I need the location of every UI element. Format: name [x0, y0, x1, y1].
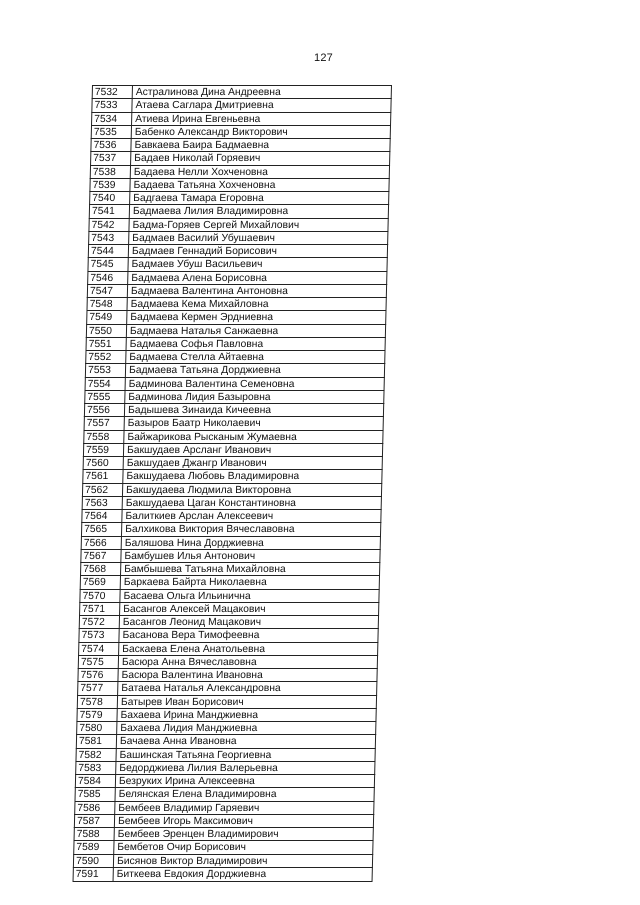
row-full-name: Биткеева Евдокия Дорджиевна [116, 868, 267, 880]
table-row [73, 840, 373, 854]
table-row [88, 231, 388, 245]
table-row [76, 708, 376, 722]
row-number: 7553 [86, 364, 126, 377]
table-row [86, 337, 386, 351]
table-row [74, 827, 374, 841]
table-row [87, 271, 387, 285]
table-row [85, 350, 385, 364]
table-row [86, 297, 386, 311]
row-full-name: Батаева Наталья Александровна [121, 683, 281, 695]
names-table [0, 85, 640, 885]
table-row [79, 589, 379, 603]
table-row [89, 204, 389, 218]
table-row [74, 814, 374, 828]
row-number: 7546 [88, 272, 128, 285]
row-full-name: Атаева Саглара Дмитриевна [135, 100, 274, 112]
row-number: 7545 [88, 258, 128, 271]
row-full-name: Бембетов Очир Борисович [117, 842, 247, 854]
table-row [77, 695, 377, 709]
row-full-name: Басангов Леонид Мацакович [122, 617, 262, 628]
table-row [80, 562, 380, 576]
row-number: 7539 [90, 179, 130, 192]
row-full-name: Бадгаева Тамара Егоровна [133, 193, 264, 204]
row-full-name: Базыров Баатр Николаевич [127, 418, 261, 430]
row-number: 7570 [80, 590, 120, 603]
row-number: 7543 [89, 232, 129, 245]
row-number: 7584 [76, 775, 116, 788]
table-row [91, 98, 391, 112]
row-number: 7589 [74, 841, 114, 854]
table-row [82, 469, 382, 483]
row-number: 7578 [78, 696, 118, 709]
table-row [74, 787, 374, 801]
row-number: 7567 [81, 550, 121, 563]
row-full-name: Бадминова Валентина Семеновна [128, 378, 295, 390]
table-row [82, 496, 382, 510]
row-full-name: Бакшудаева Цаган Константиновна [125, 497, 297, 509]
row-full-name: Бакшудаева Любовь Владимировна [126, 471, 300, 483]
row-number: 7534 [92, 113, 132, 126]
page-number: 127 [314, 52, 333, 64]
row-full-name: Байжарикова Рысканым Жумаевна [127, 431, 297, 443]
row-full-name: Бадминова Лидия Базыровна [128, 391, 271, 403]
row-number: 7591 [74, 868, 114, 881]
row-full-name: Бадмаева Стелла Айтаевна [129, 352, 265, 363]
table-row [85, 363, 385, 377]
row-full-name: Бакшудаев Арсланг Иванович [126, 444, 272, 456]
table-row [84, 403, 384, 417]
row-number: 7563 [83, 497, 123, 510]
table-row [75, 761, 375, 775]
table-row [75, 748, 375, 762]
row-number: 7579 [77, 709, 117, 722]
table-row [79, 602, 379, 616]
row-full-name: Бахаева Ирина Манджиевна [120, 709, 259, 721]
row-number: 7581 [77, 735, 117, 748]
table-row [78, 628, 378, 642]
row-number: 7556 [85, 404, 125, 417]
row-full-name: Батырев Иван Борисович [120, 696, 244, 708]
row-number: 7576 [78, 669, 118, 682]
row-number: 7554 [86, 378, 126, 391]
table-row [92, 85, 392, 99]
table-row [76, 734, 376, 748]
row-number: 7552 [86, 351, 126, 364]
row-number: 7585 [75, 788, 115, 801]
row-full-name: Атиева Ирина Евгеньевна [135, 113, 261, 125]
table-row [91, 125, 391, 139]
row-full-name: Бадмаев Василий Убушаевич [132, 232, 276, 244]
row-full-name: Бадышева Зинаида Кичеевна [127, 405, 272, 416]
row-full-name: Бадмаева Софья Павловна [129, 338, 264, 350]
row-number: 7538 [91, 166, 131, 179]
row-full-name: Белянская Елена Владимировна [118, 789, 277, 801]
table-row [83, 430, 383, 444]
row-number: 7557 [85, 417, 125, 430]
table-row [83, 443, 383, 457]
row-full-name: Бачаева Анна Ивановна [119, 736, 237, 748]
row-number: 7572 [80, 616, 120, 629]
table-row [90, 151, 390, 165]
table-row [82, 483, 382, 497]
table-row [80, 575, 380, 589]
row-full-name: Бисянов Виктор Владимирович [116, 855, 268, 867]
row-number: 7586 [75, 802, 115, 815]
table-row [78, 655, 378, 669]
table-row [77, 668, 377, 682]
row-number: 7535 [92, 126, 132, 139]
row-full-name: Бедорджиева Лилия Валерьевна [119, 762, 278, 774]
row-full-name: Бадмаева Кермен Эрдниевна [130, 312, 274, 324]
row-number: 7533 [92, 99, 132, 112]
row-number: 7574 [79, 643, 119, 656]
row-full-name: Бамбышева Татьяна Михайловна [124, 564, 286, 575]
row-number: 7551 [87, 338, 127, 351]
table-row [91, 112, 391, 126]
table-row [89, 191, 389, 205]
row-full-name: Басюра Валентина Ивановна [121, 670, 263, 681]
row-full-name: Башинская Татьяна Георгиевна [119, 749, 272, 761]
row-full-name: Бембеев Владимир Гаряевич [118, 802, 260, 814]
row-number: 7566 [82, 537, 122, 550]
row-number: 7540 [90, 192, 130, 205]
row-number: 7587 [75, 815, 115, 828]
table-row [84, 390, 384, 404]
row-number: 7568 [81, 563, 121, 576]
row-full-name: Балиткиев Арслан Алексеевич [125, 511, 274, 522]
row-number: 7577 [78, 682, 118, 695]
row-full-name: Басанова Вера Тимофеевна [122, 630, 260, 642]
table-row [73, 854, 373, 868]
row-number: 7583 [76, 762, 116, 775]
row-number: 7532 [93, 86, 133, 99]
row-full-name: Бавкаева Баира Бадмаевна [134, 140, 270, 151]
row-full-name: Бадмаева Валентина Антоновна [130, 285, 289, 297]
row-number: 7547 [88, 285, 128, 298]
row-number: 7550 [87, 325, 127, 338]
row-full-name: Бакшудаев Джангр Иванович [126, 458, 267, 469]
table-row [86, 324, 386, 338]
row-full-name: Баркаева Байрта Николаевна [123, 577, 267, 589]
row-full-name: Басаева Ольга Ильинична [123, 590, 251, 602]
row-number: 7555 [85, 391, 125, 404]
table-row [76, 721, 376, 735]
table-row [87, 257, 387, 271]
row-number: 7571 [80, 603, 120, 616]
row-number: 7565 [82, 523, 122, 536]
row-full-name: Астралинова Дина Андреевна [135, 87, 281, 98]
row-full-name: Балхикова Виктория Вячеславовна [124, 524, 295, 536]
row-full-name: Бадмаев Геннадий Борисович [131, 246, 278, 257]
row-number: 7575 [79, 656, 119, 669]
table-row [88, 244, 388, 258]
row-number: 7561 [83, 470, 123, 483]
row-number: 7536 [91, 139, 131, 152]
row-number: 7542 [89, 219, 129, 232]
table-row [83, 456, 383, 470]
table-row [85, 377, 385, 391]
table-row [90, 138, 390, 152]
table-row [84, 416, 384, 430]
row-full-name: Бамбушев Илья Антонович [124, 550, 256, 562]
row-number: 7558 [84, 431, 124, 444]
row-number: 7537 [91, 152, 131, 165]
row-full-name: Бабенко Александр Викторович [134, 126, 288, 138]
row-full-name: Бадмаева Кема Михайловна [130, 299, 269, 310]
row-full-name: Бембеев Игорь Максимович [117, 815, 254, 827]
row-number: 7580 [77, 722, 117, 735]
row-full-name: Бахаева Лидия Манджиевна [120, 723, 258, 734]
row-number: 7590 [74, 855, 114, 868]
row-number: 7582 [76, 749, 116, 762]
table-row [78, 642, 378, 656]
table-row [81, 522, 381, 536]
table-row [74, 801, 374, 815]
row-number: 7548 [87, 298, 127, 311]
table-row [89, 178, 389, 192]
row-number: 7569 [81, 576, 121, 589]
table-row [81, 536, 381, 550]
row-number: 7559 [84, 444, 124, 457]
row-full-name: Бадма-Горяев Сергей Михайлович [132, 219, 300, 231]
table-row [87, 284, 387, 298]
row-full-name: Бадмаева Татьяна Дорджиевна [128, 365, 281, 377]
row-full-name: Бадаева Нелли Хохченовна [133, 166, 269, 178]
row-full-name: Бадаев Николай Горяевич [134, 153, 261, 165]
table-row [79, 615, 379, 629]
table-row [77, 681, 377, 695]
row-number: 7562 [83, 484, 123, 497]
table-row [80, 549, 380, 563]
row-full-name: Бадмаева Лилия Владимировна [132, 206, 289, 218]
table-row [73, 867, 373, 882]
row-number: 7573 [79, 629, 119, 642]
row-number: 7544 [89, 245, 129, 258]
table-row [86, 310, 386, 324]
row-full-name: Баскаева Елена Анатольевна [122, 643, 266, 655]
row-full-name: Бадмаева Алена Борисовна [131, 272, 268, 284]
row-full-name: Бадмаев Убуш Васильевич [131, 259, 263, 271]
row-full-name: Басюра Анна Вячеславовна [121, 656, 257, 668]
row-full-name: Безруких Ирина Алексеевна [118, 776, 255, 787]
row-number: 7564 [82, 510, 122, 523]
row-number: 7560 [84, 457, 124, 470]
row-full-name: Бакшудаева Людмила Викторовна [125, 484, 292, 496]
row-full-name: Баляшова Нина Дорджиевна [124, 537, 264, 549]
row-number: 7541 [90, 205, 130, 218]
row-number: 7549 [87, 311, 127, 324]
table-row [90, 165, 390, 179]
table-row [88, 218, 388, 232]
row-full-name: Басангов Алексей Мацакович [123, 603, 266, 615]
row-number: 7588 [75, 828, 115, 841]
table-row [81, 509, 381, 523]
row-full-name: Бембеев Эренцен Владимирович [117, 829, 279, 840]
table-row [75, 774, 375, 788]
row-full-name: Бадаева Татьяна Хохченовна [133, 179, 276, 191]
row-full-name: Бадмаева Наталья Санжаевна [129, 325, 279, 337]
